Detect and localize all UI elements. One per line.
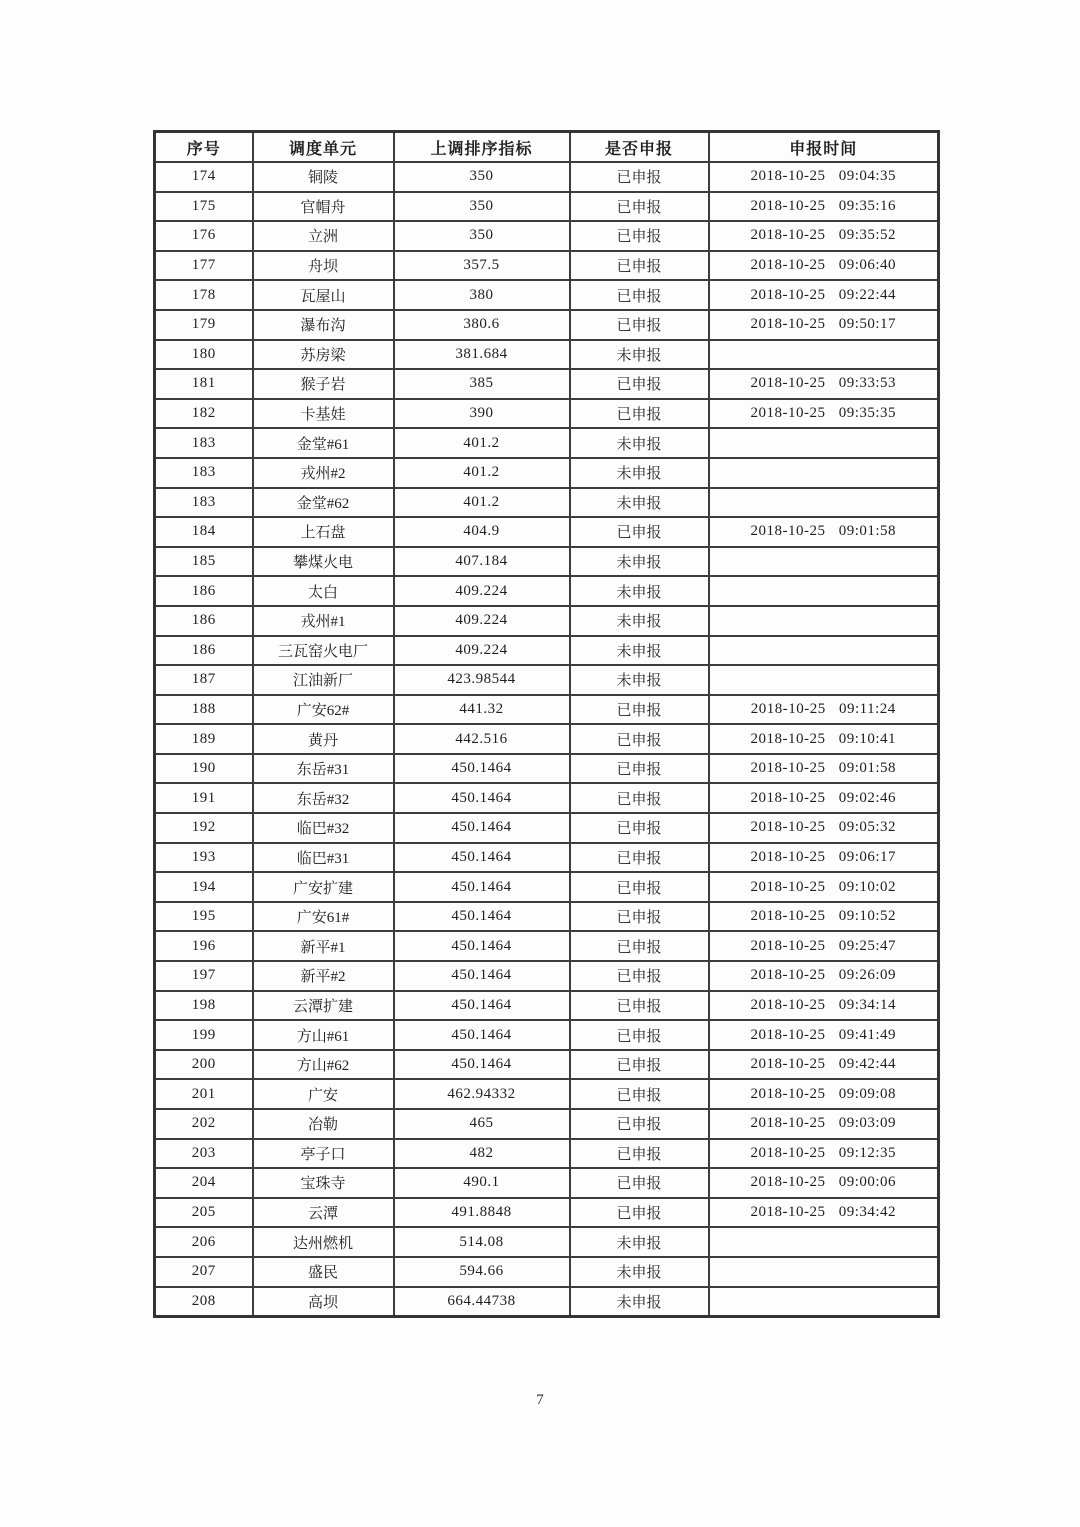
- cell-dispatch-unit: 铜陵: [253, 162, 394, 192]
- table-row: [155, 872, 939, 902]
- cell-declared-or-not: 已申报: [570, 251, 709, 281]
- cell-serial-number: 190: [155, 754, 253, 784]
- cell-dispatch-unit: 戎州#2: [253, 458, 394, 488]
- cell-upreg-ranking-indicator: 450.1464: [394, 991, 570, 1021]
- cell-serial-number: 201: [155, 1079, 253, 1109]
- cell-upreg-ranking-indicator: 450.1464: [394, 754, 570, 784]
- table-row: [155, 1079, 939, 1109]
- header-dispatch-unit: 调度单元: [253, 132, 394, 163]
- cell-declared-or-not: 未申报: [570, 1227, 709, 1257]
- cell-declared-or-not: 已申报: [570, 310, 709, 340]
- cell-declaration-time: 2018-10-25 09:05:32: [709, 813, 939, 843]
- cell-upreg-ranking-indicator: 450.1464: [394, 1050, 570, 1080]
- cell-declared-or-not: 已申报: [570, 843, 709, 873]
- cell-declared-or-not: 未申报: [570, 606, 709, 636]
- table-row: [155, 251, 939, 281]
- cell-upreg-ranking-indicator: 357.5: [394, 251, 570, 281]
- cell-serial-number: 189: [155, 724, 253, 754]
- cell-declared-or-not: 已申报: [570, 221, 709, 251]
- cell-dispatch-unit: 立洲: [253, 221, 394, 251]
- cell-serial-number: 203: [155, 1139, 253, 1169]
- table-row: [155, 1139, 939, 1169]
- cell-serial-number: 188: [155, 695, 253, 725]
- cell-upreg-ranking-indicator: 450.1464: [394, 931, 570, 961]
- cell-serial-number: 187: [155, 665, 253, 695]
- table-row: [155, 280, 939, 310]
- table-row: [155, 754, 939, 784]
- cell-upreg-ranking-indicator: 482: [394, 1139, 570, 1169]
- cell-serial-number: 196: [155, 931, 253, 961]
- cell-serial-number: 176: [155, 221, 253, 251]
- cell-declared-or-not: 已申报: [570, 192, 709, 222]
- cell-declared-or-not: 已申报: [570, 783, 709, 813]
- cell-upreg-ranking-indicator: 385: [394, 369, 570, 399]
- cell-declared-or-not: 已申报: [570, 369, 709, 399]
- cell-serial-number: 195: [155, 902, 253, 932]
- cell-serial-number: 205: [155, 1198, 253, 1228]
- cell-serial-number: 200: [155, 1050, 253, 1080]
- cell-upreg-ranking-indicator: 350: [394, 221, 570, 251]
- cell-upreg-ranking-indicator: 401.2: [394, 458, 570, 488]
- cell-declaration-time: 2018-10-25 09:06:17: [709, 843, 939, 873]
- table-body: [155, 162, 939, 1317]
- cell-dispatch-unit: 临巴#32: [253, 813, 394, 843]
- cell-declaration-time: [709, 428, 939, 458]
- cell-declaration-time: [709, 606, 939, 636]
- cell-declared-or-not: 已申报: [570, 695, 709, 725]
- table-row: [155, 1227, 939, 1257]
- cell-serial-number: 198: [155, 991, 253, 1021]
- cell-upreg-ranking-indicator: 380.6: [394, 310, 570, 340]
- cell-declared-or-not: 未申报: [570, 1287, 709, 1317]
- cell-declaration-time: 2018-10-25 09:50:17: [709, 310, 939, 340]
- table-row: [155, 488, 939, 518]
- cell-upreg-ranking-indicator: 442.516: [394, 724, 570, 754]
- cell-dispatch-unit: 金堂#62: [253, 488, 394, 518]
- cell-dispatch-unit: 官帽舟: [253, 192, 394, 222]
- cell-upreg-ranking-indicator: 450.1464: [394, 1020, 570, 1050]
- cell-declared-or-not: 未申报: [570, 547, 709, 577]
- cell-declaration-time: 2018-10-25 09:11:24: [709, 695, 939, 725]
- table-row: [155, 1168, 939, 1198]
- cell-declared-or-not: 未申报: [570, 665, 709, 695]
- cell-declared-or-not: 已申报: [570, 1109, 709, 1139]
- cell-dispatch-unit: 广安扩建: [253, 872, 394, 902]
- cell-declaration-time: 2018-10-25 09:01:58: [709, 517, 939, 547]
- cell-serial-number: 185: [155, 547, 253, 577]
- cell-serial-number: 191: [155, 783, 253, 813]
- cell-dispatch-unit: 瀑布沟: [253, 310, 394, 340]
- cell-declared-or-not: 已申报: [570, 1168, 709, 1198]
- cell-serial-number: 192: [155, 813, 253, 843]
- cell-declaration-time: 2018-10-25 09:25:47: [709, 931, 939, 961]
- cell-serial-number: 183: [155, 488, 253, 518]
- table-row: [155, 399, 939, 429]
- cell-upreg-ranking-indicator: 491.8848: [394, 1198, 570, 1228]
- cell-declared-or-not: 已申报: [570, 961, 709, 991]
- cell-declaration-time: [709, 1287, 939, 1317]
- cell-declaration-time: 2018-10-25 09:33:53: [709, 369, 939, 399]
- table-row: [155, 724, 939, 754]
- table-row: [155, 606, 939, 636]
- cell-declaration-time: 2018-10-25 09:35:35: [709, 399, 939, 429]
- cell-declaration-time: 2018-10-25 09:22:44: [709, 280, 939, 310]
- cell-declaration-time: [709, 1257, 939, 1287]
- cell-upreg-ranking-indicator: 450.1464: [394, 902, 570, 932]
- cell-dispatch-unit: 东岳#31: [253, 754, 394, 784]
- cell-declared-or-not: 已申报: [570, 931, 709, 961]
- cell-declared-or-not: 已申报: [570, 280, 709, 310]
- cell-upreg-ranking-indicator: 350: [394, 162, 570, 192]
- header-declared-or-not: 是否申报: [570, 132, 709, 163]
- header-serial-number: 序号: [155, 132, 253, 163]
- cell-serial-number: 204: [155, 1168, 253, 1198]
- cell-declared-or-not: 已申报: [570, 517, 709, 547]
- cell-declaration-time: [709, 1227, 939, 1257]
- cell-dispatch-unit: 苏房梁: [253, 340, 394, 370]
- cell-upreg-ranking-indicator: 450.1464: [394, 813, 570, 843]
- table-row: [155, 1198, 939, 1228]
- cell-declaration-time: 2018-10-25 09:34:14: [709, 991, 939, 1021]
- cell-serial-number: 174: [155, 162, 253, 192]
- table-row: [155, 1050, 939, 1080]
- cell-upreg-ranking-indicator: 401.2: [394, 428, 570, 458]
- cell-declared-or-not: 已申报: [570, 1079, 709, 1109]
- cell-declared-or-not: 已申报: [570, 1198, 709, 1228]
- table-row: [155, 369, 939, 399]
- cell-serial-number: 184: [155, 517, 253, 547]
- header-upreg-ranking-indicator: 上调排序指标: [394, 132, 570, 163]
- cell-declaration-time: 2018-10-25 09:41:49: [709, 1020, 939, 1050]
- cell-upreg-ranking-indicator: 450.1464: [394, 872, 570, 902]
- cell-upreg-ranking-indicator: 664.44738: [394, 1287, 570, 1317]
- table-row: [155, 1257, 939, 1287]
- cell-declaration-time: 2018-10-25 09:09:08: [709, 1079, 939, 1109]
- cell-upreg-ranking-indicator: 390: [394, 399, 570, 429]
- cell-declared-or-not: 已申报: [570, 813, 709, 843]
- cell-declaration-time: 2018-10-25 09:26:09: [709, 961, 939, 991]
- cell-declared-or-not: 已申报: [570, 1139, 709, 1169]
- table-row: [155, 340, 939, 370]
- cell-declaration-time: [709, 665, 939, 695]
- cell-declaration-time: 2018-10-25 09:01:58: [709, 754, 939, 784]
- cell-declaration-time: 2018-10-25 09:02:46: [709, 783, 939, 813]
- cell-serial-number: 208: [155, 1287, 253, 1317]
- cell-serial-number: 197: [155, 961, 253, 991]
- cell-declared-or-not: 已申报: [570, 754, 709, 784]
- cell-serial-number: 180: [155, 340, 253, 370]
- cell-upreg-ranking-indicator: 450.1464: [394, 783, 570, 813]
- cell-upreg-ranking-indicator: 409.224: [394, 636, 570, 666]
- table-row: [155, 162, 939, 192]
- cell-declaration-time: 2018-10-25 09:10:41: [709, 724, 939, 754]
- cell-dispatch-unit: 高坝: [253, 1287, 394, 1317]
- table-row: [155, 991, 939, 1021]
- cell-dispatch-unit: 上石盘: [253, 517, 394, 547]
- table-row: [155, 636, 939, 666]
- table-row: [155, 1287, 939, 1317]
- cell-serial-number: 175: [155, 192, 253, 222]
- table-row: [155, 665, 939, 695]
- cell-declared-or-not: 未申报: [570, 636, 709, 666]
- table-row: [155, 221, 939, 251]
- cell-declaration-time: [709, 488, 939, 518]
- cell-declaration-time: 2018-10-25 09:00:06: [709, 1168, 939, 1198]
- cell-declaration-time: [709, 636, 939, 666]
- table-header-row: [155, 132, 939, 163]
- cell-declaration-time: 2018-10-25 09:35:16: [709, 192, 939, 222]
- cell-declared-or-not: 未申报: [570, 1257, 709, 1287]
- cell-dispatch-unit: 东岳#32: [253, 783, 394, 813]
- cell-upreg-ranking-indicator: 450.1464: [394, 843, 570, 873]
- table-row: [155, 813, 939, 843]
- cell-dispatch-unit: 卡基娃: [253, 399, 394, 429]
- cell-declaration-time: 2018-10-25 09:10:52: [709, 902, 939, 932]
- cell-dispatch-unit: 方山#62: [253, 1050, 394, 1080]
- cell-serial-number: 193: [155, 843, 253, 873]
- cell-serial-number: 183: [155, 428, 253, 458]
- table-row: [155, 695, 939, 725]
- cell-declaration-time: 2018-10-25 09:10:02: [709, 872, 939, 902]
- cell-dispatch-unit: 盛民: [253, 1257, 394, 1287]
- cell-upreg-ranking-indicator: 462.94332: [394, 1079, 570, 1109]
- cell-upreg-ranking-indicator: 514.08: [394, 1227, 570, 1257]
- cell-declaration-time: [709, 576, 939, 606]
- cell-upreg-ranking-indicator: 450.1464: [394, 961, 570, 991]
- cell-dispatch-unit: 广安: [253, 1079, 394, 1109]
- cell-upreg-ranking-indicator: 441.32: [394, 695, 570, 725]
- cell-declaration-time: 2018-10-25 09:35:52: [709, 221, 939, 251]
- cell-serial-number: 181: [155, 369, 253, 399]
- cell-upreg-ranking-indicator: 465: [394, 1109, 570, 1139]
- cell-declared-or-not: 已申报: [570, 872, 709, 902]
- cell-serial-number: 207: [155, 1257, 253, 1287]
- cell-dispatch-unit: 新平#1: [253, 931, 394, 961]
- cell-dispatch-unit: 临巴#31: [253, 843, 394, 873]
- cell-dispatch-unit: 江油新厂: [253, 665, 394, 695]
- cell-dispatch-unit: 金堂#61: [253, 428, 394, 458]
- cell-declared-or-not: 已申报: [570, 1050, 709, 1080]
- table-row: [155, 931, 939, 961]
- table-row: [155, 783, 939, 813]
- cell-upreg-ranking-indicator: 407.184: [394, 547, 570, 577]
- cell-upreg-ranking-indicator: 404.9: [394, 517, 570, 547]
- cell-serial-number: 182: [155, 399, 253, 429]
- cell-serial-number: 202: [155, 1109, 253, 1139]
- cell-serial-number: 177: [155, 251, 253, 281]
- table-row: [155, 576, 939, 606]
- cell-dispatch-unit: 瓦屋山: [253, 280, 394, 310]
- cell-upreg-ranking-indicator: 350: [394, 192, 570, 222]
- cell-declaration-time: 2018-10-25 09:04:35: [709, 162, 939, 192]
- cell-declaration-time: 2018-10-25 09:34:42: [709, 1198, 939, 1228]
- cell-declaration-time: [709, 458, 939, 488]
- table-row: [155, 517, 939, 547]
- cell-upreg-ranking-indicator: 409.224: [394, 606, 570, 636]
- cell-declaration-time: 2018-10-25 09:42:44: [709, 1050, 939, 1080]
- cell-upreg-ranking-indicator: 594.66: [394, 1257, 570, 1287]
- cell-dispatch-unit: 达州燃机: [253, 1227, 394, 1257]
- cell-dispatch-unit: 攀煤火电: [253, 547, 394, 577]
- cell-serial-number: 194: [155, 872, 253, 902]
- cell-serial-number: 199: [155, 1020, 253, 1050]
- cell-declared-or-not: 未申报: [570, 428, 709, 458]
- page-number: 7: [536, 1392, 544, 1408]
- cell-dispatch-unit: 黄丹: [253, 724, 394, 754]
- cell-dispatch-unit: 广安62#: [253, 695, 394, 725]
- cell-serial-number: 206: [155, 1227, 253, 1257]
- cell-serial-number: 186: [155, 636, 253, 666]
- cell-declaration-time: [709, 340, 939, 370]
- cell-upreg-ranking-indicator: 490.1: [394, 1168, 570, 1198]
- cell-dispatch-unit: 云潭扩建: [253, 991, 394, 1021]
- cell-declared-or-not: 已申报: [570, 724, 709, 754]
- cell-dispatch-unit: 舟坝: [253, 251, 394, 281]
- cell-declared-or-not: 未申报: [570, 576, 709, 606]
- cell-dispatch-unit: 冶勒: [253, 1109, 394, 1139]
- cell-dispatch-unit: 三瓦窑火电厂: [253, 636, 394, 666]
- cell-dispatch-unit: 猴子岩: [253, 369, 394, 399]
- cell-declared-or-not: 未申报: [570, 488, 709, 518]
- table-row: [155, 961, 939, 991]
- table-row: [155, 1109, 939, 1139]
- table-row: [155, 428, 939, 458]
- cell-dispatch-unit: 宝珠寺: [253, 1168, 394, 1198]
- cell-declared-or-not: 已申报: [570, 902, 709, 932]
- table-row: [155, 310, 939, 340]
- cell-declaration-time: 2018-10-25 09:03:09: [709, 1109, 939, 1139]
- cell-declared-or-not: 已申报: [570, 162, 709, 192]
- cell-declared-or-not: 已申报: [570, 991, 709, 1021]
- cell-declaration-time: 2018-10-25 09:12:35: [709, 1139, 939, 1169]
- dispatch-units-table: [153, 130, 940, 1318]
- table-row: [155, 843, 939, 873]
- table-row: [155, 547, 939, 577]
- cell-declared-or-not: 未申报: [570, 340, 709, 370]
- cell-serial-number: 183: [155, 458, 253, 488]
- cell-dispatch-unit: 新平#2: [253, 961, 394, 991]
- table-row: [155, 458, 939, 488]
- cell-dispatch-unit: 云潭: [253, 1198, 394, 1228]
- cell-serial-number: 178: [155, 280, 253, 310]
- cell-declaration-time: [709, 547, 939, 577]
- cell-declared-or-not: 已申报: [570, 399, 709, 429]
- cell-upreg-ranking-indicator: 381.684: [394, 340, 570, 370]
- cell-declaration-time: 2018-10-25 09:06:40: [709, 251, 939, 281]
- cell-dispatch-unit: 方山#61: [253, 1020, 394, 1050]
- cell-serial-number: 186: [155, 576, 253, 606]
- cell-declared-or-not: 已申报: [570, 1020, 709, 1050]
- cell-upreg-ranking-indicator: 423.98544: [394, 665, 570, 695]
- cell-upreg-ranking-indicator: 409.224: [394, 576, 570, 606]
- cell-upreg-ranking-indicator: 401.2: [394, 488, 570, 518]
- cell-dispatch-unit: 戎州#1: [253, 606, 394, 636]
- cell-upreg-ranking-indicator: 380: [394, 280, 570, 310]
- cell-serial-number: 186: [155, 606, 253, 636]
- table-row: [155, 1020, 939, 1050]
- cell-dispatch-unit: 广安61#: [253, 902, 394, 932]
- cell-declared-or-not: 未申报: [570, 458, 709, 488]
- cell-serial-number: 179: [155, 310, 253, 340]
- table-row: [155, 902, 939, 932]
- table-row: [155, 192, 939, 222]
- header-declaration-time: 申报时间: [709, 132, 939, 163]
- cell-dispatch-unit: 亭子口: [253, 1139, 394, 1169]
- cell-dispatch-unit: 太白: [253, 576, 394, 606]
